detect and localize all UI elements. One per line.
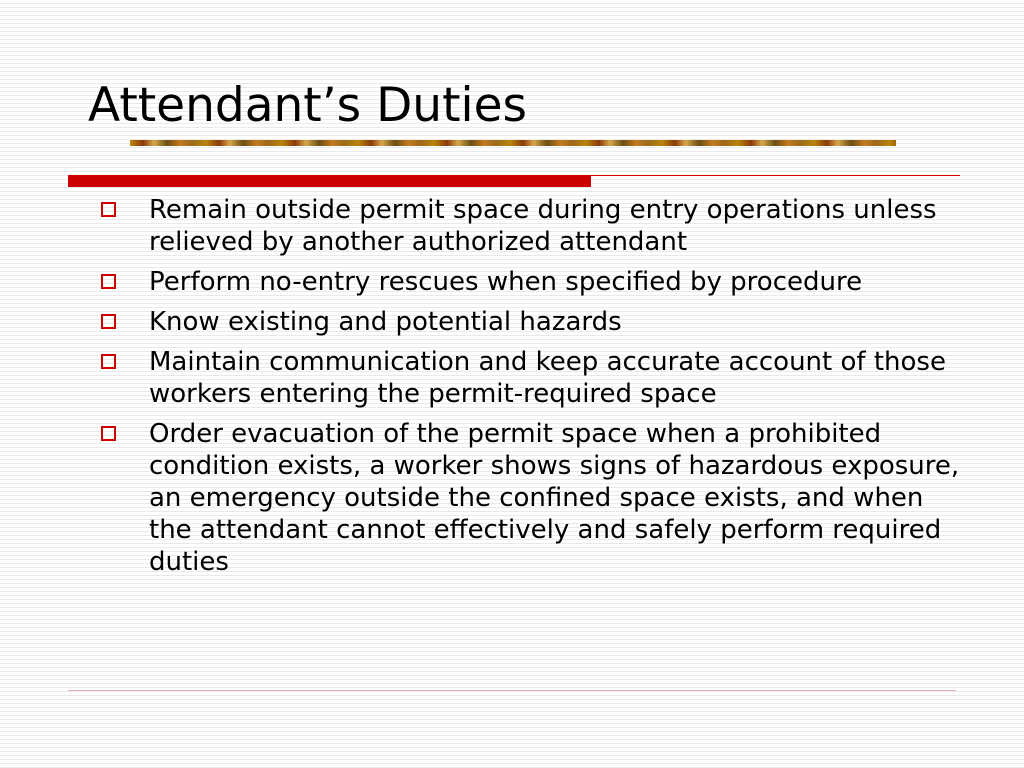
bullet-item	[94, 346, 964, 410]
bullet-list	[94, 194, 964, 586]
bullet-item	[94, 418, 964, 578]
bullet-text: Maintain communication and keep accurate account of those workers entering the permit-required space	[149, 347, 946, 409]
bullet-item	[94, 194, 964, 258]
red-rule-thick	[68, 175, 591, 187]
hollow-square-bullet-icon	[101, 274, 116, 289]
hollow-square-bullet-icon	[101, 426, 116, 441]
hollow-square-bullet-icon	[101, 354, 116, 369]
footer-rule	[68, 690, 956, 691]
hollow-square-bullet-icon	[101, 314, 116, 329]
bullet-text: Perform no-entry rescues when specified by procedure	[149, 267, 863, 297]
bullet-text: Remain outside permit space during entry operations unless relieved by another authorized attendant	[149, 195, 937, 257]
hollow-square-bullet-icon	[101, 202, 116, 217]
bullet-text: Order evacuation of the permit space when a prohibited condition exists, a worker shows signs of hazardous exposure, an emergency outside the confined space exists, and when the attendant cannot effectively and safely perform required duties	[149, 419, 960, 577]
slide-title: Attendant’s Duties	[88, 78, 527, 133]
bullet-text: Know existing and potential hazards	[149, 307, 622, 337]
red-rule-thin	[591, 175, 960, 176]
title-decorative-bar	[130, 140, 896, 146]
bullet-item	[94, 306, 964, 338]
bullet-item	[94, 266, 964, 298]
